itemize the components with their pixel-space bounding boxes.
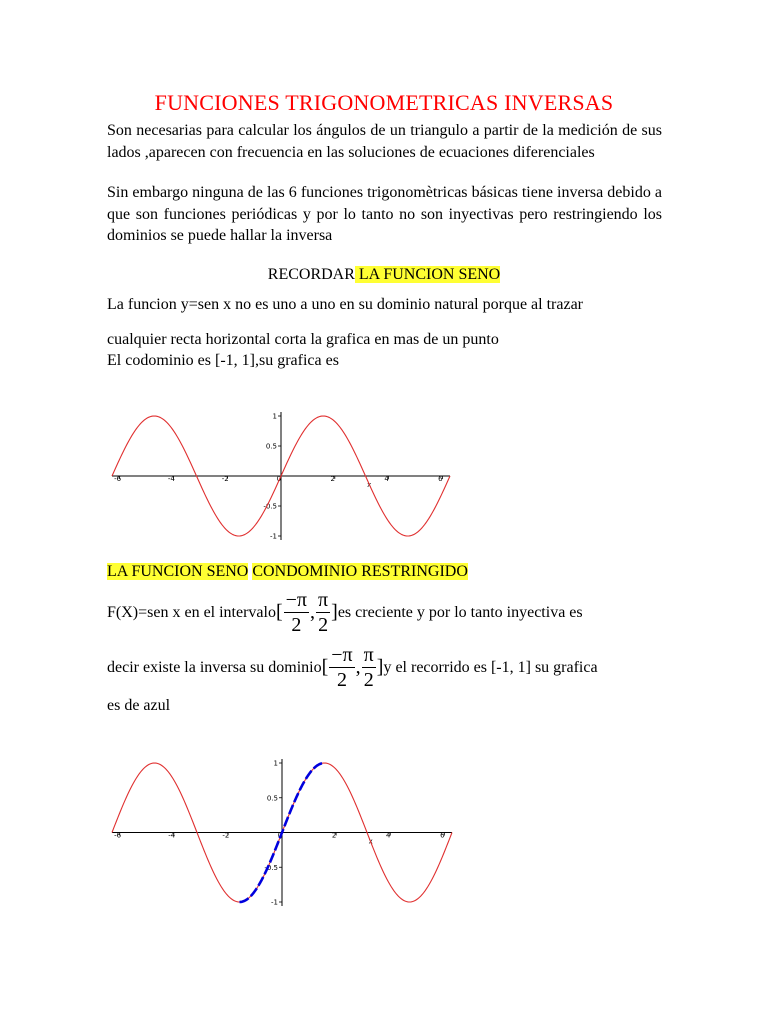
sine-graph-full xyxy=(110,410,460,540)
x-tick-label: 4 xyxy=(385,831,391,840)
section2-highlight-a: LA FUNCION SENO xyxy=(107,563,249,580)
section2-line1-before: F(X)=sen x en el intervalo xyxy=(107,603,276,621)
section2-highlight-b: CONDOMINIO RESTRINGIDO xyxy=(252,563,468,580)
frac-den: 2 xyxy=(318,614,329,636)
x-tick-label: -4 xyxy=(168,831,176,840)
x-tick-label: 4 xyxy=(384,475,389,483)
y-tick-label: 0.5 xyxy=(266,794,278,803)
section1-highlight: LA FUNCION SENO xyxy=(354,266,501,283)
section2-line1-after: es creciente y por lo tanto inyectiva es xyxy=(337,603,583,621)
x-tick-label: -4 xyxy=(167,475,175,483)
bracket-close: ] xyxy=(376,656,384,678)
x-tick-label: -2 xyxy=(221,475,229,483)
x-axis-label: x xyxy=(368,837,373,846)
y-tick-label: 0.5 xyxy=(265,442,277,451)
frac-den: 2 xyxy=(336,669,347,691)
section1-line2: cualquier recta horizontal corta la grafica en mas de un punto xyxy=(107,331,499,348)
section1-line1: La funcion y=sen x no es uno a uno en su dominio natural porque al trazar xyxy=(107,296,583,313)
section2-line3: es de azul xyxy=(107,697,171,714)
y-tick-label: -1 xyxy=(271,898,278,907)
x-tick-label: 0 xyxy=(276,475,282,483)
comma: , xyxy=(310,601,316,623)
x-tick-label: 6 xyxy=(440,831,445,840)
frac-den: 2 xyxy=(363,669,374,691)
x-tick-label: 2 xyxy=(331,831,337,840)
x-axis-label: x xyxy=(367,481,372,489)
x-tick-label: 0 xyxy=(277,831,283,840)
y-tick-label: -1 xyxy=(270,532,277,540)
frac-num: −π xyxy=(285,589,308,611)
intro-paragraph: Son necesarias para calcular los ángulos de un triangulo a partir de la medición de sus lados ,aparecen con frecuencia en las soluciones de ecuaciones diferenciales xyxy=(107,122,662,161)
bracket-close: ] xyxy=(331,601,338,623)
y-tick-label: 1 xyxy=(273,759,278,768)
y-tick-label: 1 xyxy=(272,412,277,421)
section2-line1 xyxy=(107,588,662,637)
fraction-neg-pi-over-2 xyxy=(284,588,309,637)
section1-heading xyxy=(0,266,768,284)
section2-line2 xyxy=(107,643,667,692)
section1-prefix: RECORDAR xyxy=(267,266,355,283)
section2-line2-after: y el recorrido es [-1, 1] su grafica xyxy=(383,658,598,676)
x-tick-label: -6 xyxy=(114,475,122,483)
x-tick-label: -2 xyxy=(222,831,230,840)
fraction-pi-over-2 xyxy=(362,643,376,692)
x-tick-label: 6 xyxy=(438,475,443,483)
bracket-open: [ xyxy=(275,601,283,623)
frac-den: 2 xyxy=(291,614,302,636)
section2-heading xyxy=(107,563,468,581)
page-title: FUNCIONES TRIGONOMETRICAS INVERSAS xyxy=(154,90,614,115)
y-tick-label: -0.5 xyxy=(263,502,277,511)
y-tick-label: -0.5 xyxy=(264,863,278,872)
section2-line2-before: decir existe la inversa su dominio xyxy=(107,658,322,676)
x-tick-label: -6 xyxy=(114,831,122,840)
x-tick-label: 2 xyxy=(330,475,336,483)
frac-num: π xyxy=(318,589,329,611)
frac-num: π xyxy=(363,644,374,666)
second-paragraph: Sin embargo ninguna de las 6 funciones trigonomètricas básicas tiene inversa debido a que son funciones periódicas y por lo tanto no son inyectivas pero restringiendo los dominios se puede hallar la inversa xyxy=(107,184,662,244)
bracket-open: [ xyxy=(321,656,329,678)
comma: , xyxy=(355,656,361,678)
fraction-pi-over-2 xyxy=(316,588,330,637)
sine-graph-restricted xyxy=(110,755,460,910)
frac-num: −π xyxy=(331,644,353,666)
section1-line3: El codominio es [-1, 1],su grafica es xyxy=(107,352,339,369)
fraction-neg-pi-over-2 xyxy=(329,643,354,692)
